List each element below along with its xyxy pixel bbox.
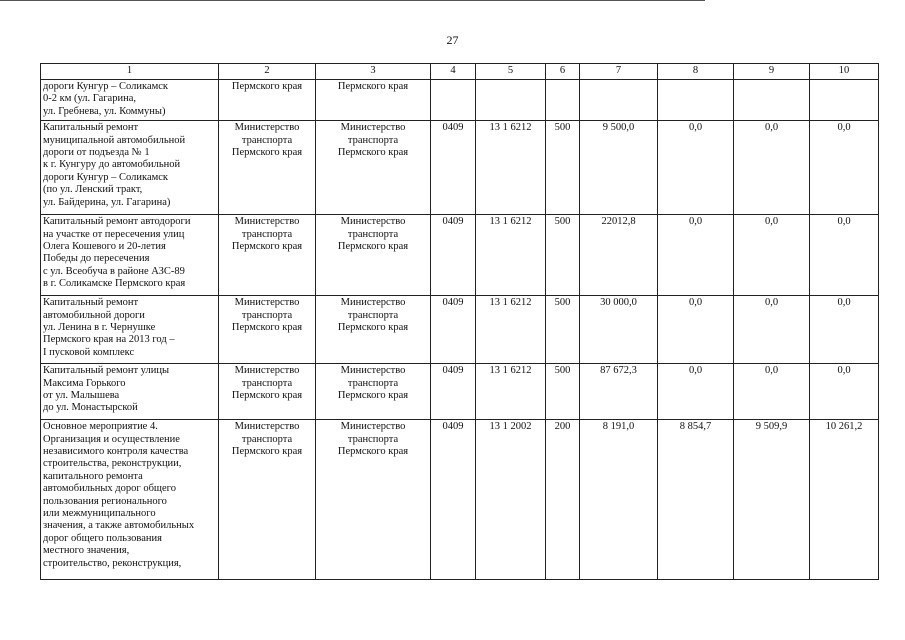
cell-line: на участке от пересечения улиц <box>43 228 185 240</box>
participant-cell <box>316 364 431 420</box>
cell-line: Победы до пересечения <box>43 253 150 265</box>
section-code-cell: 0409 <box>431 296 476 364</box>
top-rule <box>0 0 705 1</box>
event-name-cell <box>41 364 219 420</box>
cell-line: Пермского края <box>231 322 303 334</box>
participant-cell <box>316 121 431 215</box>
cell-line: местного значения, <box>43 545 130 557</box>
cell-line: значения, а также автомобильных <box>43 520 195 532</box>
cell-line: Министерство <box>234 297 300 309</box>
cell-line: Министерство <box>234 421 300 433</box>
amount-cell: 87 672,3 <box>580 364 658 420</box>
table-row <box>41 215 879 296</box>
amount-cell <box>810 80 879 121</box>
cell-line: Пермского края <box>337 147 409 159</box>
amount-cell: 10 261,2 <box>810 420 879 580</box>
cell-line: Организация и осуществление <box>43 433 180 445</box>
cell-line: транспорта <box>241 309 293 321</box>
cell-line: Капитальный ремонт автодороги <box>43 216 191 228</box>
amount-cell <box>580 80 658 121</box>
cell-line: Пермского края <box>337 446 409 458</box>
cell-line: Максима Горького <box>43 377 126 389</box>
amount-cell: 8 854,7 <box>658 420 734 580</box>
cell-line: транспорта <box>241 433 293 445</box>
cell-line: Пермского края <box>231 147 303 159</box>
event-name-cell <box>41 296 219 364</box>
target-item-cell: 13 1 6212 <box>476 364 546 420</box>
column-header: 8 <box>658 64 734 80</box>
target-item-cell: 13 1 6212 <box>476 296 546 364</box>
column-number-row <box>41 64 879 80</box>
column-header: 7 <box>580 64 658 80</box>
cell-line: строительства, реконструкции, <box>43 458 182 470</box>
target-item-cell: 13 1 2002 <box>476 420 546 580</box>
cell-line: I пусковой комплекс <box>43 346 135 358</box>
column-header: 3 <box>316 64 431 80</box>
column-header: 5 <box>476 64 546 80</box>
cell-line: Пермского края <box>337 390 409 402</box>
amount-cell <box>658 80 734 121</box>
cell-line: Капитальный ремонт улицы <box>43 365 169 377</box>
column-header: 1 <box>41 64 219 80</box>
cell-line: Пермского края <box>337 241 409 253</box>
amount-cell: 0,0 <box>658 296 734 364</box>
expense-type-cell: 500 <box>546 215 580 296</box>
cell-line: Пермского края <box>337 81 409 92</box>
amount-cell: 0,0 <box>810 215 879 296</box>
table-row <box>41 80 879 121</box>
cell-line: ул. Ленина в г. Чернушке <box>43 322 156 334</box>
cell-line: Пермского края <box>231 390 303 402</box>
cell-line: ул. Байдерина, ул. Гагарина) <box>43 196 171 208</box>
target-item-cell: 13 1 6212 <box>476 121 546 215</box>
amount-cell: 8 191,0 <box>580 420 658 580</box>
amount-cell: 0,0 <box>734 364 810 420</box>
section-code-cell: 0409 <box>431 215 476 296</box>
amount-cell: 0,0 <box>658 215 734 296</box>
table-row <box>41 121 879 215</box>
amount-cell: 9 500,0 <box>580 121 658 215</box>
cell-line: ул. Гребнева, ул. Коммуны) <box>43 105 166 117</box>
responsible-executor-cell <box>219 420 316 580</box>
cell-line: Пермского края <box>231 241 303 253</box>
expense-type-cell: 200 <box>546 420 580 580</box>
amount-cell: 0,0 <box>810 121 879 215</box>
cell-line: Министерство <box>340 365 406 377</box>
cell-line: транспорта <box>347 309 399 321</box>
section-code-cell: 0409 <box>431 364 476 420</box>
cell-line: Министерство <box>340 421 406 433</box>
cell-line: от ул. Малышева <box>43 390 120 402</box>
event-name-cell <box>41 215 219 296</box>
section-code-cell <box>431 80 476 121</box>
participant-cell <box>316 80 431 121</box>
amount-cell: 0,0 <box>734 215 810 296</box>
participant-cell <box>316 215 431 296</box>
cell-line: к г. Кунгуру до автомобильной <box>43 159 181 171</box>
cell-line: с ул. Всеобуча в районе АЗС-89 <box>43 265 185 277</box>
cell-line: муниципальной автомобильной <box>43 134 186 146</box>
event-name-cell <box>41 121 219 215</box>
amount-cell: 9 509,9 <box>734 420 810 580</box>
budget-table <box>40 63 879 580</box>
cell-line: в г. Соликамске Пермского края <box>43 278 186 290</box>
cell-line: транспорта <box>347 134 399 146</box>
responsible-executor-cell <box>219 364 316 420</box>
cell-line: пользования регионального <box>43 495 167 507</box>
event-name-cell <box>41 80 219 121</box>
cell-line: Министерство <box>340 216 406 228</box>
cell-line: Министерство <box>234 122 300 134</box>
table-row <box>41 296 879 364</box>
cell-line: Основное мероприятие 4. <box>43 421 158 433</box>
participant-cell <box>316 420 431 580</box>
responsible-executor-cell <box>219 215 316 296</box>
table-row <box>41 420 879 580</box>
cell-line: капитального ремонта <box>43 470 143 482</box>
target-item-cell <box>476 80 546 121</box>
cell-line: независимого контроля качества <box>43 446 189 458</box>
amount-cell: 22012,8 <box>580 215 658 296</box>
cell-line: Министерство <box>234 365 300 377</box>
cell-line: Пермского края <box>231 81 303 92</box>
amount-cell: 0,0 <box>810 364 879 420</box>
cell-line: 0-2 км (ул. Гагарина, <box>43 93 136 105</box>
column-header: 4 <box>431 64 476 80</box>
cell-line: транспорта <box>241 228 293 240</box>
cell-line: Пермского края на 2013 год – <box>43 334 175 346</box>
page-number: 27 <box>446 33 459 47</box>
cell-line: транспорта <box>347 377 399 389</box>
section-code-cell: 0409 <box>431 420 476 580</box>
amount-cell: 0,0 <box>810 296 879 364</box>
section-code-cell: 0409 <box>431 121 476 215</box>
table-row <box>41 364 879 420</box>
column-header: 9 <box>734 64 810 80</box>
cell-line: транспорта <box>347 228 399 240</box>
amount-cell: 0,0 <box>658 364 734 420</box>
column-header: 6 <box>546 64 580 80</box>
participant-cell <box>316 296 431 364</box>
cell-line: дорог общего пользования <box>43 532 162 544</box>
cell-line: автомобильных дорог общего <box>43 483 176 495</box>
cell-line: транспорта <box>241 134 293 146</box>
amount-cell: 30 000,0 <box>580 296 658 364</box>
cell-line: строительство, реконструкция, <box>43 557 182 569</box>
cell-line: до ул. Монастырской <box>43 402 138 414</box>
cell-line: дороги от подъезда № 1 <box>43 147 150 159</box>
expense-type-cell <box>546 80 580 121</box>
cell-line: Пермского края <box>231 446 303 458</box>
amount-cell: 0,0 <box>658 121 734 215</box>
responsible-executor-cell <box>219 80 316 121</box>
event-name-cell <box>41 420 219 580</box>
cell-line: (по ул. Ленский тракт, <box>43 184 143 196</box>
expense-type-cell: 500 <box>546 121 580 215</box>
cell-line: дороги Кунгур – Соликамск <box>43 171 169 183</box>
column-header: 10 <box>810 64 879 80</box>
cell-line: транспорта <box>347 433 399 445</box>
amount-cell: 0,0 <box>734 121 810 215</box>
cell-line: Министерство <box>234 216 300 228</box>
cell-line: Министерство <box>340 297 406 309</box>
responsible-executor-cell <box>219 296 316 364</box>
responsible-executor-cell <box>219 121 316 215</box>
expense-type-cell: 500 <box>546 364 580 420</box>
column-header: 2 <box>219 64 316 80</box>
cell-line: или межмуниципального <box>43 508 156 520</box>
cell-line: Олега Кошевого и 20-летия <box>43 241 166 253</box>
amount-cell <box>734 80 810 121</box>
cell-line: Капитальный ремонт <box>43 122 139 134</box>
cell-line: Капитальный ремонт <box>43 297 139 309</box>
cell-line: транспорта <box>241 377 293 389</box>
cell-line: Пермского края <box>337 322 409 334</box>
target-item-cell: 13 1 6212 <box>476 215 546 296</box>
expense-type-cell: 500 <box>546 296 580 364</box>
amount-cell: 0,0 <box>734 296 810 364</box>
cell-line: Министерство <box>340 122 406 134</box>
cell-line: дороги Кунгур – Соликамск <box>43 81 169 92</box>
cell-line: автомобильной дороги <box>43 309 145 321</box>
